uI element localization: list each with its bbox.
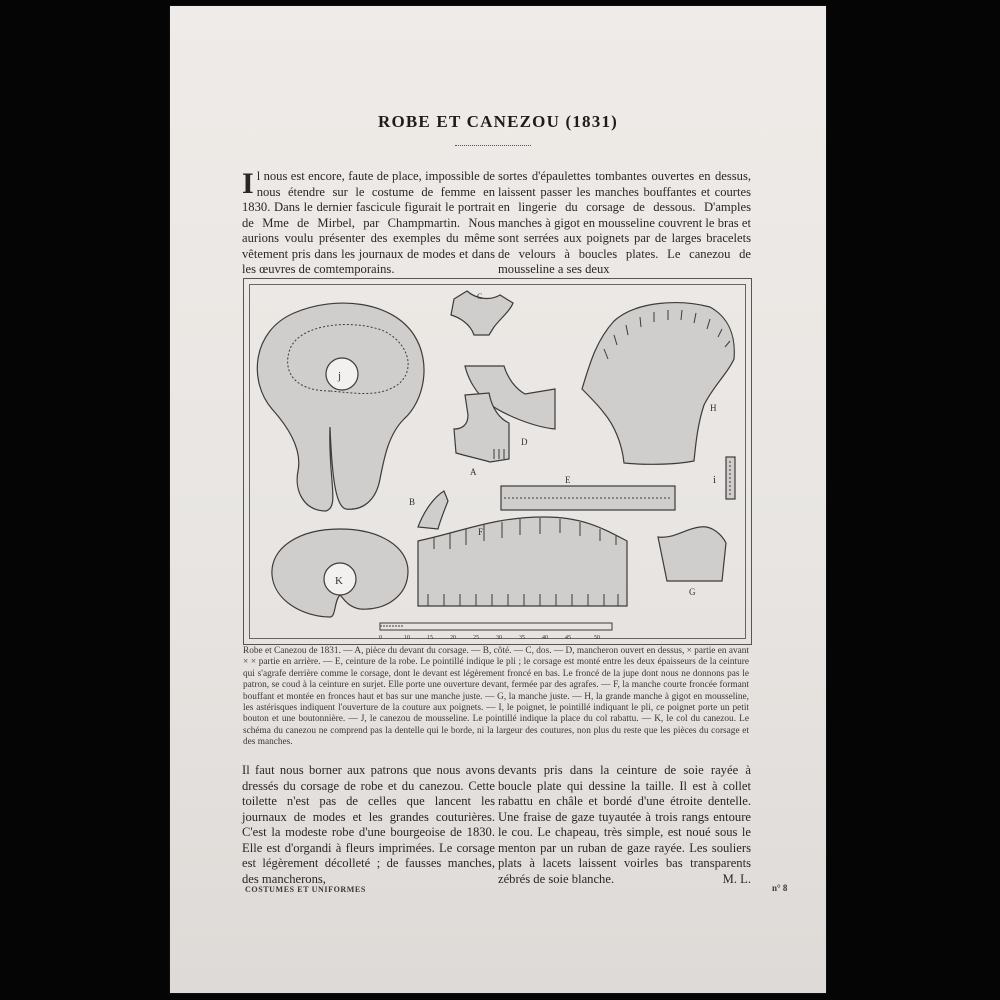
title-ornament-rule (455, 145, 531, 146)
scale-tick: 30 (496, 635, 502, 641)
body-left-text: Il faut nous borner aux patrons que nous avons dressés du corsage de robe et du canezou. Cette toilette n'est pas de celles que lancent les journaux de modes et les grandes couturières. C'est la modeste robe d'une bourgeoise de 1830. Elle est d'organdi à fleurs imprimées. Le corsage est légèrement décolleté ; de fausses manches, des mancherons, (242, 763, 495, 886)
scale-bar (380, 623, 612, 630)
label-b: B (409, 497, 416, 507)
figure-caption: Robe et Canezou de 1831. — A, pièce du devant du corsage. — B, côté. — C, dos. — D, mancheron ouvert en dessus, × partie en avant × × partie en arrière. — E, ceinture de la robe. Le pointillé indique le pli ; le corsage est monté entre les deux épaisseurs de la ceinture qui s'agrafe derrière comme le corsage, dont le devant est légèrement froncé en bas. Le froncé de la jupe dont nous ne donnons pas le patron, se coud à la ceinture en surjet. Elle porte une ouverture devant, fermée par des agrafes. — F, la manche courte froncée formant bouffant et montée en fronces haut et bas sur une manche juste. — G, la manche juste. — H, la grande manche à gigot en mousseline, les astérisques indiquent l'ouverture de la couture aux poignets. — I, le poignet, le pointillé indiquant le pli, ce poignet porte un petit bouton et une boutonnière. — J, le canezou de mousseline. Le pointillé indique la place du col rabattu. — K, le col du canezou. Le schéma du canezou ne comprend pas la dentelle qui le borde, ni la largeur des coutures, non plus du reste que les pièces du corsage et des manches. (243, 646, 749, 748)
label-f: F (478, 527, 484, 537)
scale-tick: 25 (473, 635, 479, 641)
label-c: C (477, 292, 483, 301)
scale-tick: 45 (565, 635, 571, 641)
document-page (170, 6, 826, 993)
scale-tick: 15 (427, 635, 433, 641)
label-e: E (565, 475, 571, 485)
sewing-pattern-figure (243, 278, 752, 645)
body-right-column (498, 763, 751, 887)
label-j: j (338, 370, 342, 382)
label-k: K (335, 575, 343, 587)
intro-left-column (242, 169, 495, 278)
piece-h-grande-manche (582, 303, 734, 465)
piece-g-manche-juste (658, 527, 726, 581)
piece-b-cote (418, 491, 448, 529)
drop-cap: I (242, 167, 254, 200)
author-signature: M. L. (722, 871, 751, 886)
intro-right-column (498, 169, 751, 278)
piece-f-manche-courte (418, 517, 627, 606)
scale-tick: 0 (379, 635, 382, 641)
label-h: H (710, 403, 717, 413)
body-left-column (242, 763, 495, 887)
scale-tick: 35 (519, 635, 525, 641)
scale-tick: 50 (594, 635, 600, 641)
neck-opening-j (326, 358, 358, 390)
scale-tick: 10 (404, 635, 410, 641)
footer-series-title: COSTUMES ET UNIFORMES (245, 885, 366, 894)
scale-tick: 20 (450, 635, 456, 641)
footer-page-number: n° 8 (772, 883, 788, 893)
intro-right-text: sortes d'épaulettes tombantes ouvertes en dessus, laissent passer les manches bouffantes et courtes en lingerie du corsage de dessous. D'amples manches à gigot en mousseline couvrent le bras et sont serrées aux poignets par de larges bracelets de velours à boucles plates. Le canezou de mousseline a ses deux (498, 169, 751, 276)
piece-j-canezou (257, 303, 424, 511)
label-i: i (713, 474, 717, 486)
intro-left-text: l nous est encore, faute de place, impossible de nous étendre sur le costume de femme en 1830. Dans le dernier fascicule figurait le portrait de Mme de Mirbel, par Champmartin. Nous aurions voulu présenter des exemples du même vêtement pris dans les journaux de modes et dans les œuvres de comtemporains. (242, 169, 495, 276)
body-right-text: devants pris dans la ceinture de soie rayée à boucle plate qui dessine la taille. Il est à collet rabattu en châle et bordé d'une étroite dentelle. Une fraise de gaze tuyautée à trois rangs entoure le cou. Le chapeau, très simple, est noué sous le menton par un ruban de gaze rayée. Les souliers plats à lacets laissent voirles bas transparents zébrés de soie blanche. (498, 763, 751, 886)
pattern-diagram (244, 279, 751, 644)
page-title: ROBE ET CANEZOU (1831) (377, 112, 619, 131)
label-g: G (689, 587, 696, 597)
label-a: A (470, 467, 477, 477)
label-d: D (521, 437, 528, 447)
scale-tick: 40 (542, 635, 548, 641)
